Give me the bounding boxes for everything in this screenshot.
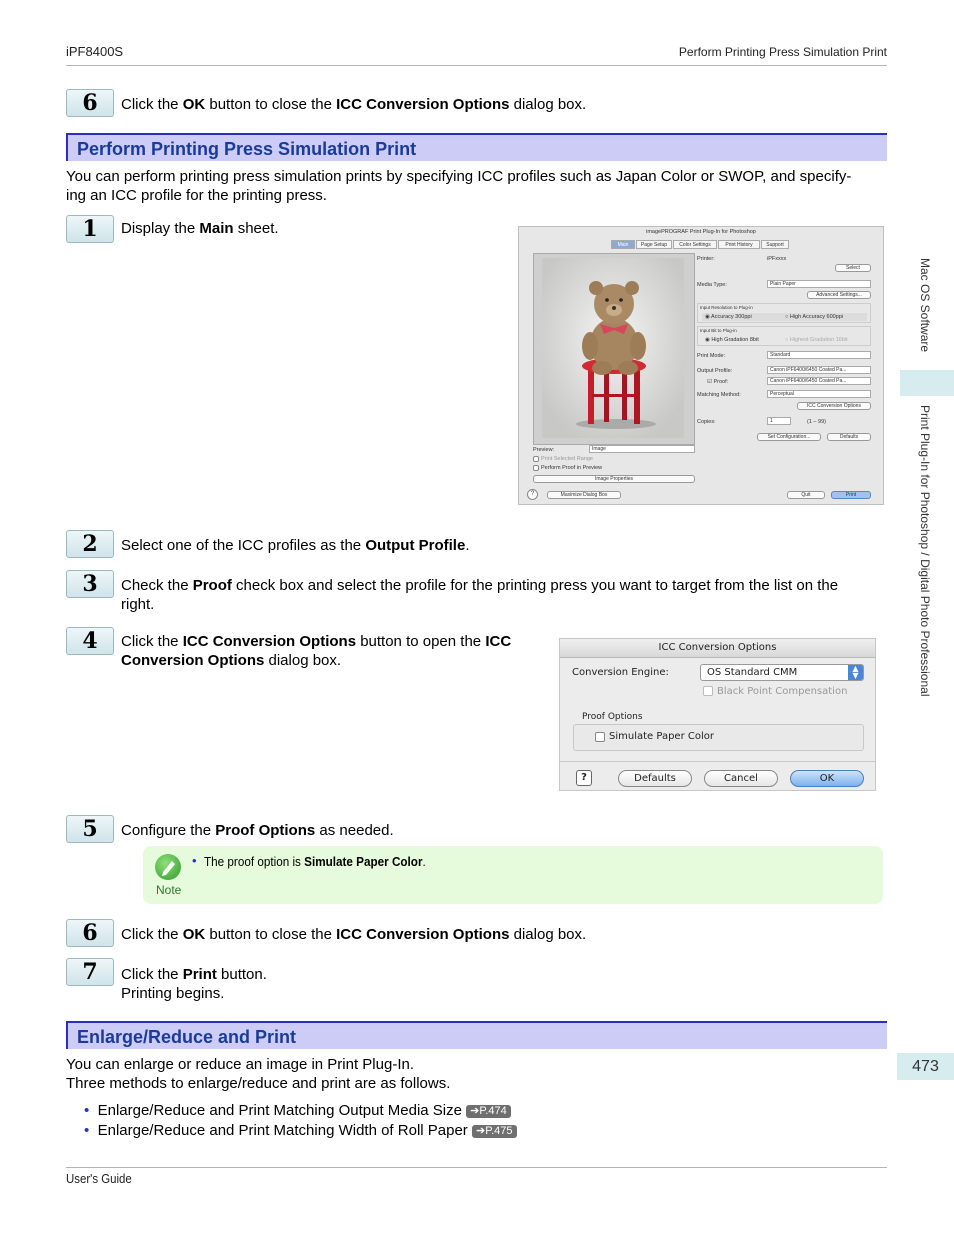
note-box [143,846,883,904]
list-item: • Enlarge/Reduce and Print Matching Width of Roll Paper ➔P.475 [84,1121,517,1140]
bit-high-gradation-radio[interactable]: ◉ High Gradation 8bit [705,337,759,343]
help-button[interactable]: ? [527,489,538,500]
resolution-accuracy-radio[interactable]: ◉ Accuracy 300ppi [705,314,752,320]
preview-label: Preview: [533,447,555,453]
print-mode-select[interactable]: Standard [767,351,871,359]
step-number: 3 [66,570,114,598]
select-printer-button[interactable]: Select [835,264,871,272]
matching-method-select[interactable]: Perceptual [767,390,871,398]
resolution-high-accuracy-radio[interactable]: ○ High Accuracy 600ppi [785,314,844,320]
quit-button[interactable]: Quit [787,491,825,499]
dialog-title: ICC Conversion Options [560,639,875,658]
dialog-title: imagePROGRAF Print Plug-In for Photoshop [646,229,756,235]
header-rule [66,65,887,66]
tab-main[interactable]: Main [611,240,635,249]
section-intro: You can perform printing press simulation prints by specifying ICC profiles such as Japan Color or SWOP, and specify- ing an ICC profile for the printing press. [66,168,852,204]
list-item: • Enlarge/Reduce and Print Matching Output Media Size ➔P.474 [84,1101,511,1120]
step-number: 1 [66,215,114,243]
print-mode-label: Print Mode: [697,353,726,359]
ok-button[interactable]: OK [790,770,864,787]
footer-guide: User's Guide [66,1171,132,1186]
proof-options-label: Proof Options [582,712,643,722]
step-number: 4 [66,627,114,655]
header-product: iPF8400S [66,44,124,59]
tab-color-settings[interactable]: Color Settings [673,240,717,249]
step-number: 5 [66,815,114,843]
step-text: Configure the Proof Options as needed. [121,822,394,839]
step-text: Click the OK button to close the ICC Conversion Options dialog box. [121,926,587,943]
defaults-button[interactable]: Defaults [827,433,871,441]
printer-value: iPFxxxx [767,256,787,262]
icc-conversion-options-button[interactable]: ICC Conversion Options [797,402,871,410]
step-number: 6 [66,89,114,117]
maximize-dialog-button[interactable]: Maximize Dialog Box [547,491,621,499]
page-number: 473 [897,1053,954,1080]
plugin-main-screenshot [518,226,884,505]
defaults-button[interactable]: Defaults [618,770,692,787]
output-profile-select[interactable]: Canon iPF6400/6450 Coated Pa... [767,366,871,374]
print-button[interactable]: Print [831,491,871,499]
step-text: Select one of the ICC profiles as the Output Profile. [121,537,470,554]
page-ref-link[interactable]: ➔P.474 [466,1105,511,1118]
preview-select[interactable]: Image [589,445,695,453]
copies-range: (1 – 99) [807,419,826,425]
note-bullet: • [192,853,197,868]
step-text: Check the Proof check box and select the profile for the printing press you want to target from the list on the right. [121,577,839,613]
perform-proof-checkbox[interactable] [533,465,539,471]
print-selected-range-checkbox[interactable] [533,456,539,462]
media-type-label: Media Type: [697,282,727,288]
section-intro: You can enlarge or reduce an image in Print Plug-In. Three methods to enlarge/reduce and print are as follows. [66,1056,451,1092]
bit-group-label: Input Bit to Plug-in [700,328,737,333]
resolution-group-label: Input Resolution to Plug-in [700,305,753,310]
matching-method-label: Matching Method: [697,392,741,398]
select-arrows-icon: ▲ ▼ [848,665,863,680]
simulate-paper-color-checkbox[interactable] [595,732,605,742]
conversion-engine-value: OS Standard CMM [707,667,798,678]
step-number: 2 [66,530,114,558]
image-properties-button[interactable]: Image Properties [533,475,695,483]
footer-rule [66,1167,887,1168]
tab-page-setup[interactable]: Page Setup [636,240,672,249]
help-button[interactable]: ? [576,770,592,786]
simulate-paper-color-label: Simulate Paper Color [609,731,714,742]
dialog-divider [560,761,875,762]
bit-highest-gradation-radio[interactable]: ○ Highest Gradation 16bit [785,337,848,343]
preview-pane [533,253,695,445]
set-configuration-button[interactable]: Set Configuration... [757,433,821,441]
output-profile-label: Output Profile: [697,368,733,374]
teddy-bear-image [534,254,692,442]
tab-print-history[interactable]: Print History [718,240,760,249]
step-number: 6 [66,919,114,947]
note-label: Note [156,883,182,897]
note-text: The proof option is Simulate Paper Color. [204,854,426,869]
icc-conversion-dialog-screenshot [559,638,876,791]
conversion-engine-select[interactable] [700,664,864,681]
side-chapter-label: Print Plug-In for Photoshop / Digital Photo Professional [918,405,932,697]
advanced-settings-button[interactable]: Advanced Settings... [807,291,871,299]
side-section-label: Mac OS Software [918,258,932,353]
copies-label: Copies: [697,419,716,425]
pencil-icon [155,854,181,880]
tab-support[interactable]: Support [761,240,789,249]
step-text: Click the Print button. Printing begins. [121,966,267,1002]
step-text: Display the Main sheet. [121,220,279,237]
printer-label: Printer: [697,256,715,262]
cancel-button[interactable]: Cancel [704,770,778,787]
side-active-tab [900,370,954,396]
black-point-label: Black Point Compensation [717,686,848,697]
step-text: Click the ICC Conversion Options button to open the ICC Conversion Options dialog box. [121,633,512,669]
section-heading-enlarge: Enlarge/Reduce and Print [66,1021,887,1049]
proof-checkbox[interactable]: ☑ Proof: [707,379,729,385]
page-ref-link[interactable]: ➔P.475 [472,1125,517,1138]
section-heading-simulation: Perform Printing Press Simulation Print [66,133,887,161]
conversion-engine-label: Conversion Engine: [572,667,669,678]
header-title: Perform Printing Press Simulation Print [678,45,887,59]
proof-profile-select[interactable]: Canon iPF6400/6450 Coated Pa... [767,377,871,385]
perform-proof-label: Perform Proof in Preview [541,465,603,471]
media-type-select[interactable]: Plain Paper [767,280,871,288]
print-selected-range-label: Print Selected Range [541,456,593,462]
copies-input[interactable]: 1 [767,417,791,425]
black-point-checkbox[interactable] [703,686,713,696]
step-text: Click the OK button to close the ICC Conversion Options dialog box. [121,96,587,113]
step-number: 7 [66,958,114,986]
